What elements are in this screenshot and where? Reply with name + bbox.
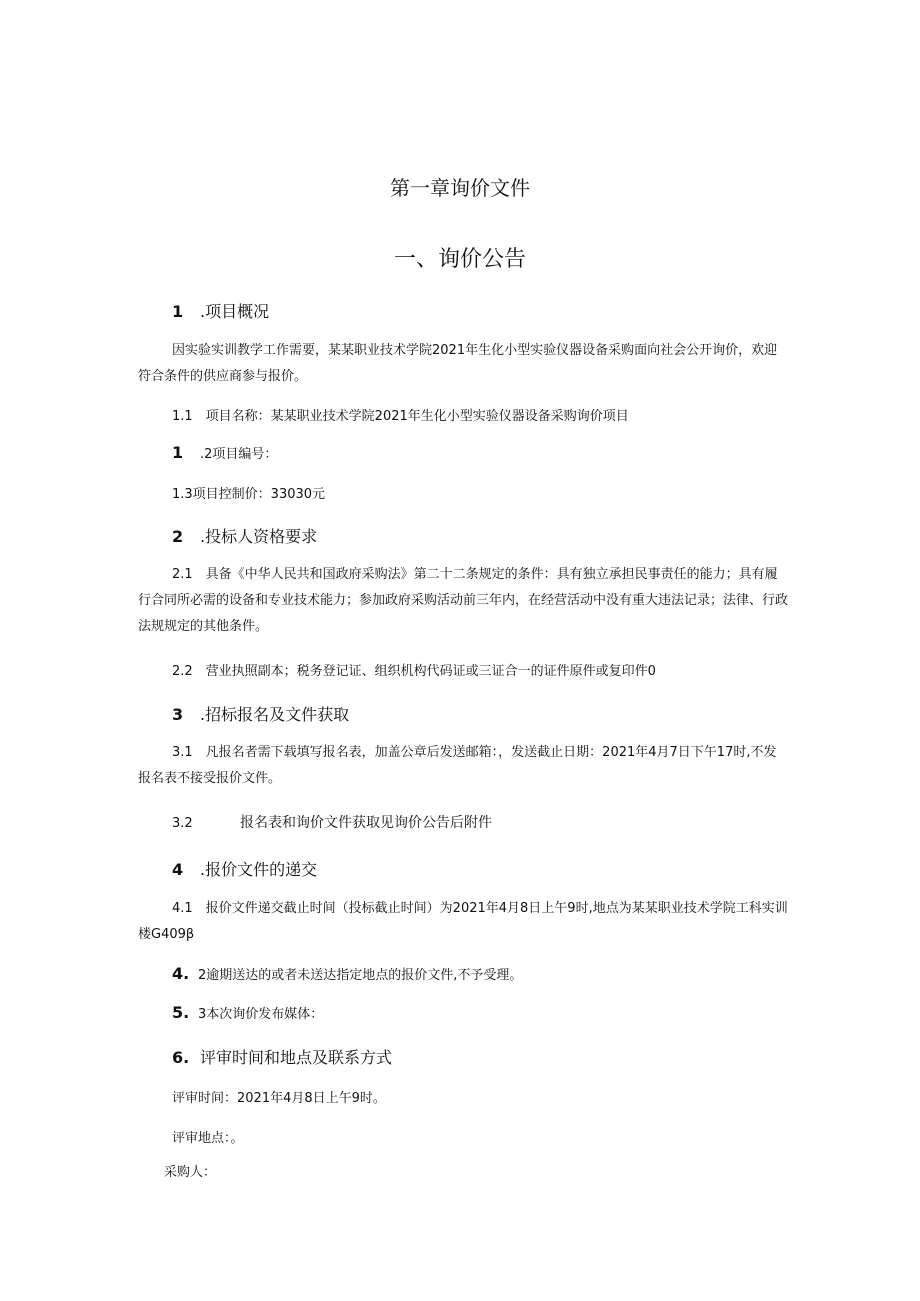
item-4-3-text: 3本次询价发布媒体： bbox=[198, 1007, 324, 1022]
section-1-title: .项目概况 bbox=[200, 302, 270, 321]
item-1-3: 1.3项目控制价：33030元 bbox=[172, 487, 326, 502]
section-3-title: .招标报名及文件获取 bbox=[200, 705, 350, 724]
section-3-heading bbox=[172, 702, 349, 725]
section-2-number: 2 bbox=[172, 527, 184, 546]
item-1-2 bbox=[172, 443, 277, 462]
item-1-2-number: 1 bbox=[172, 443, 184, 462]
item-4-1: 4.1 报价文件递交截止时间（投标截止时间）为2021年4月8日上午9时,地点为某某职业技术学院工科实训楼G409β bbox=[138, 901, 788, 942]
section-3-number: 3 bbox=[172, 705, 184, 724]
purchaser: 采购人： bbox=[164, 1165, 217, 1180]
item-2-1: 2.1 具备《中华人民共和国政府采购法》第二十二条规定的条件：具有独立承担民事责任的能力；具有履行合同所必需的设备和专业技术能力；参加政府采购活动前三年内，在经营活动中没有重大违法记录；法律、行政法规规定的其他条件。 bbox=[138, 567, 789, 634]
chapter-title: 第一章询价文件 bbox=[390, 176, 530, 200]
section-1-heading bbox=[172, 299, 269, 322]
item-2-2: 2.2 营业执照副本；税务登记证、组织机构代码证或三证合一的证件原件或复印件0 bbox=[172, 664, 656, 679]
review-time: 评审时间：2021年4月8日上午9时。 bbox=[172, 1091, 386, 1106]
item-1-2-text: .2项目编号： bbox=[200, 447, 278, 462]
item-3-1: 3.1 凡报名者需下载填写报名表，加盖公章后发送邮箱：，发送截止日期：2021年4月7日下午17时,不发报名表不接受报价文件。 bbox=[138, 745, 777, 786]
item-4-2 bbox=[172, 964, 522, 983]
item-4-3 bbox=[172, 1003, 323, 1022]
section-4-title: .报价文件的递交 bbox=[200, 860, 318, 879]
section-1-number: 1 bbox=[172, 302, 184, 321]
section-6-heading bbox=[172, 1045, 392, 1068]
item-1-1: 1.1 项目名称：某某职业技术学院2021年生化小型实验仪器设备采购询价项目 bbox=[172, 409, 629, 424]
item-4-2-text: 2逾期送达的或者未送达指定地点的报价文件,不予受理。 bbox=[198, 968, 523, 983]
section-6-title: 评审时间和地点及联系方式 bbox=[200, 1048, 393, 1067]
section-4-number: 4 bbox=[172, 860, 184, 879]
section-2-title: .投标人资格要求 bbox=[200, 527, 318, 546]
section-1-intro: 因实验实训教学工作需要，某某职业技术学院2021年生化小型实验仪器设备采购面向社会公开询价，欢迎符合条件的供应商参与报价。 bbox=[138, 343, 778, 384]
section-6-number: 6. bbox=[172, 1048, 190, 1067]
item-4-3-number: 5. bbox=[172, 1003, 190, 1022]
item-3-2-text: 报名表和询价文件获取见询价公告后附件 bbox=[240, 815, 492, 831]
notice-title: 一、询价公告 bbox=[393, 247, 526, 272]
section-4-heading bbox=[172, 857, 317, 880]
review-place: 评审地点：。 bbox=[172, 1131, 244, 1146]
item-4-2-number: 4. bbox=[172, 964, 190, 983]
item-3-2-number: 3.2 bbox=[172, 816, 193, 831]
item-3-2 bbox=[172, 812, 492, 832]
section-2-heading bbox=[172, 524, 317, 547]
